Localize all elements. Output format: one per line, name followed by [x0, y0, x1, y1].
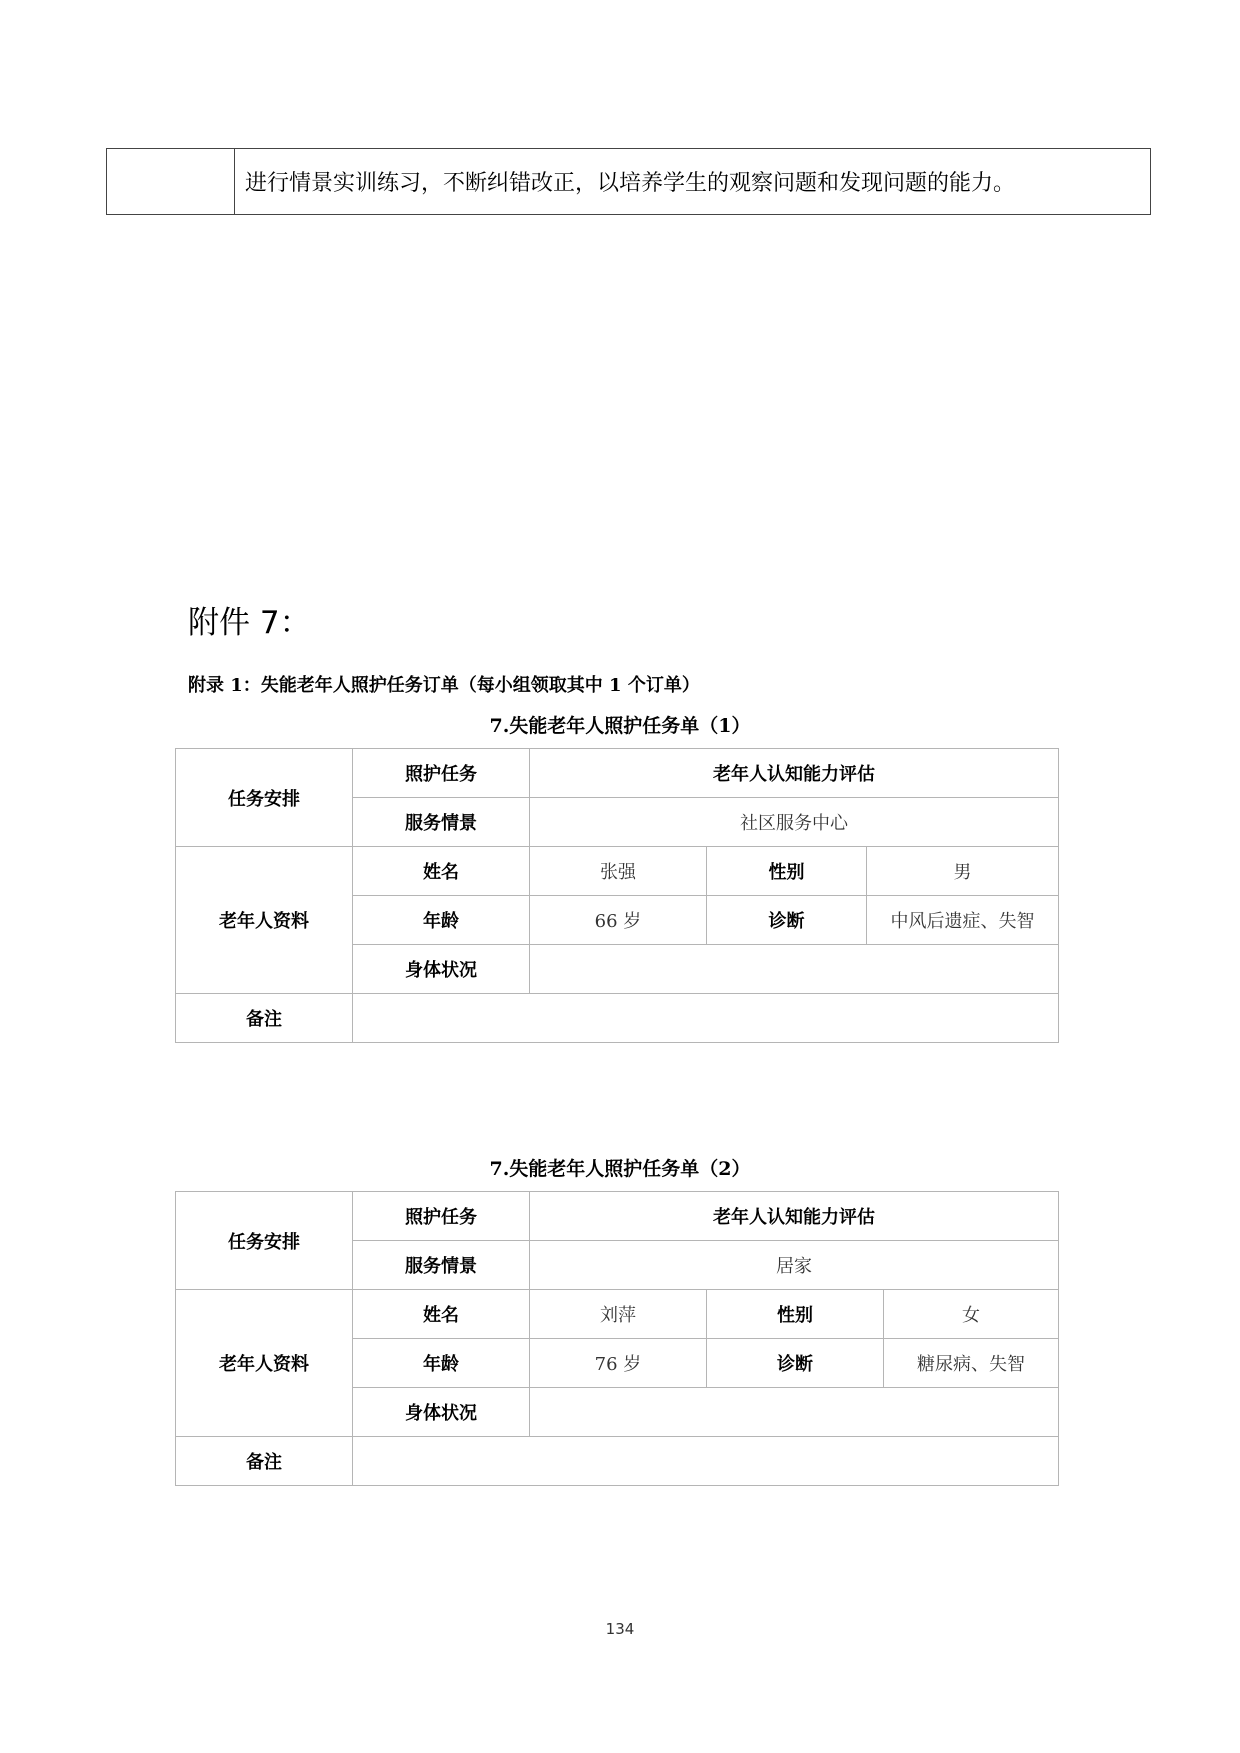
age-value: 66 岁: [530, 896, 707, 945]
care-task-value: 老年人认知能力评估: [530, 1192, 1059, 1241]
elder-profile-label: 老年人资料: [176, 847, 353, 994]
attachment-heading: 附件 7：: [188, 605, 311, 641]
name-value: 刘萍: [530, 1290, 707, 1339]
task-order-table-1: [175, 748, 1059, 1043]
page-number: 134: [605, 1620, 635, 1638]
diagnosis-label: 诊断: [707, 1339, 884, 1388]
gender-label: 性别: [707, 847, 867, 896]
age-value: 76 岁: [530, 1339, 707, 1388]
table-row: [176, 1437, 1059, 1486]
service-scenario-label: 服务情景: [353, 798, 530, 847]
table-row: [176, 1290, 1059, 1339]
care-task-label: 照护任务: [353, 1192, 530, 1241]
service-scenario-value: 居家: [530, 1241, 1059, 1290]
empty-cell: [107, 149, 235, 215]
table-row: [176, 749, 1059, 798]
elder-profile-label: 老年人资料: [176, 1290, 353, 1437]
remarks-label: 备注: [176, 994, 353, 1043]
gender-value: 男: [867, 847, 1059, 896]
name-value: 张强: [530, 847, 707, 896]
task-order-title-2: 7.失能老年人照护任务单（2）: [489, 1158, 751, 1180]
task-arrangement-label: 任务安排: [176, 749, 353, 847]
gender-label: 性别: [707, 1290, 884, 1339]
table-row: [176, 994, 1059, 1043]
name-label: 姓名: [353, 847, 530, 896]
diagnosis-value: 中风后遗症、失智: [867, 896, 1059, 945]
gender-value: 女: [884, 1290, 1059, 1339]
table-row: [176, 847, 1059, 896]
diagnosis-value: 糖尿病、失智: [884, 1339, 1059, 1388]
physical-condition-value: [530, 945, 1059, 994]
table-row: [176, 1192, 1059, 1241]
continuation-table: [106, 148, 1151, 215]
diagnosis-label: 诊断: [707, 896, 867, 945]
training-description: 进行情景实训练习，不断纠错改正，以培养学生的观察问题和发现问题的能力。: [235, 149, 1151, 215]
task-arrangement-label: 任务安排: [176, 1192, 353, 1290]
care-task-value: 老年人认知能力评估: [530, 749, 1059, 798]
service-scenario-label: 服务情景: [353, 1241, 530, 1290]
physical-condition-label: 身体状况: [353, 1388, 530, 1437]
physical-condition-value: [530, 1388, 1059, 1437]
name-label: 姓名: [353, 1290, 530, 1339]
task-order-table-2: [175, 1191, 1059, 1486]
remarks-label: 备注: [176, 1437, 353, 1486]
remarks-value: [353, 994, 1059, 1043]
care-task-label: 照护任务: [353, 749, 530, 798]
appendix-title: 附录 1：失能老年人照护任务订单（每小组领取其中 1 个订单）: [188, 675, 700, 696]
service-scenario-value: 社区服务中心: [530, 798, 1059, 847]
task-order-title-1: 7.失能老年人照护任务单（1）: [489, 715, 751, 737]
age-label: 年龄: [353, 1339, 530, 1388]
remarks-value: [353, 1437, 1059, 1486]
physical-condition-label: 身体状况: [353, 945, 530, 994]
age-label: 年龄: [353, 896, 530, 945]
table-row: [107, 149, 1151, 215]
